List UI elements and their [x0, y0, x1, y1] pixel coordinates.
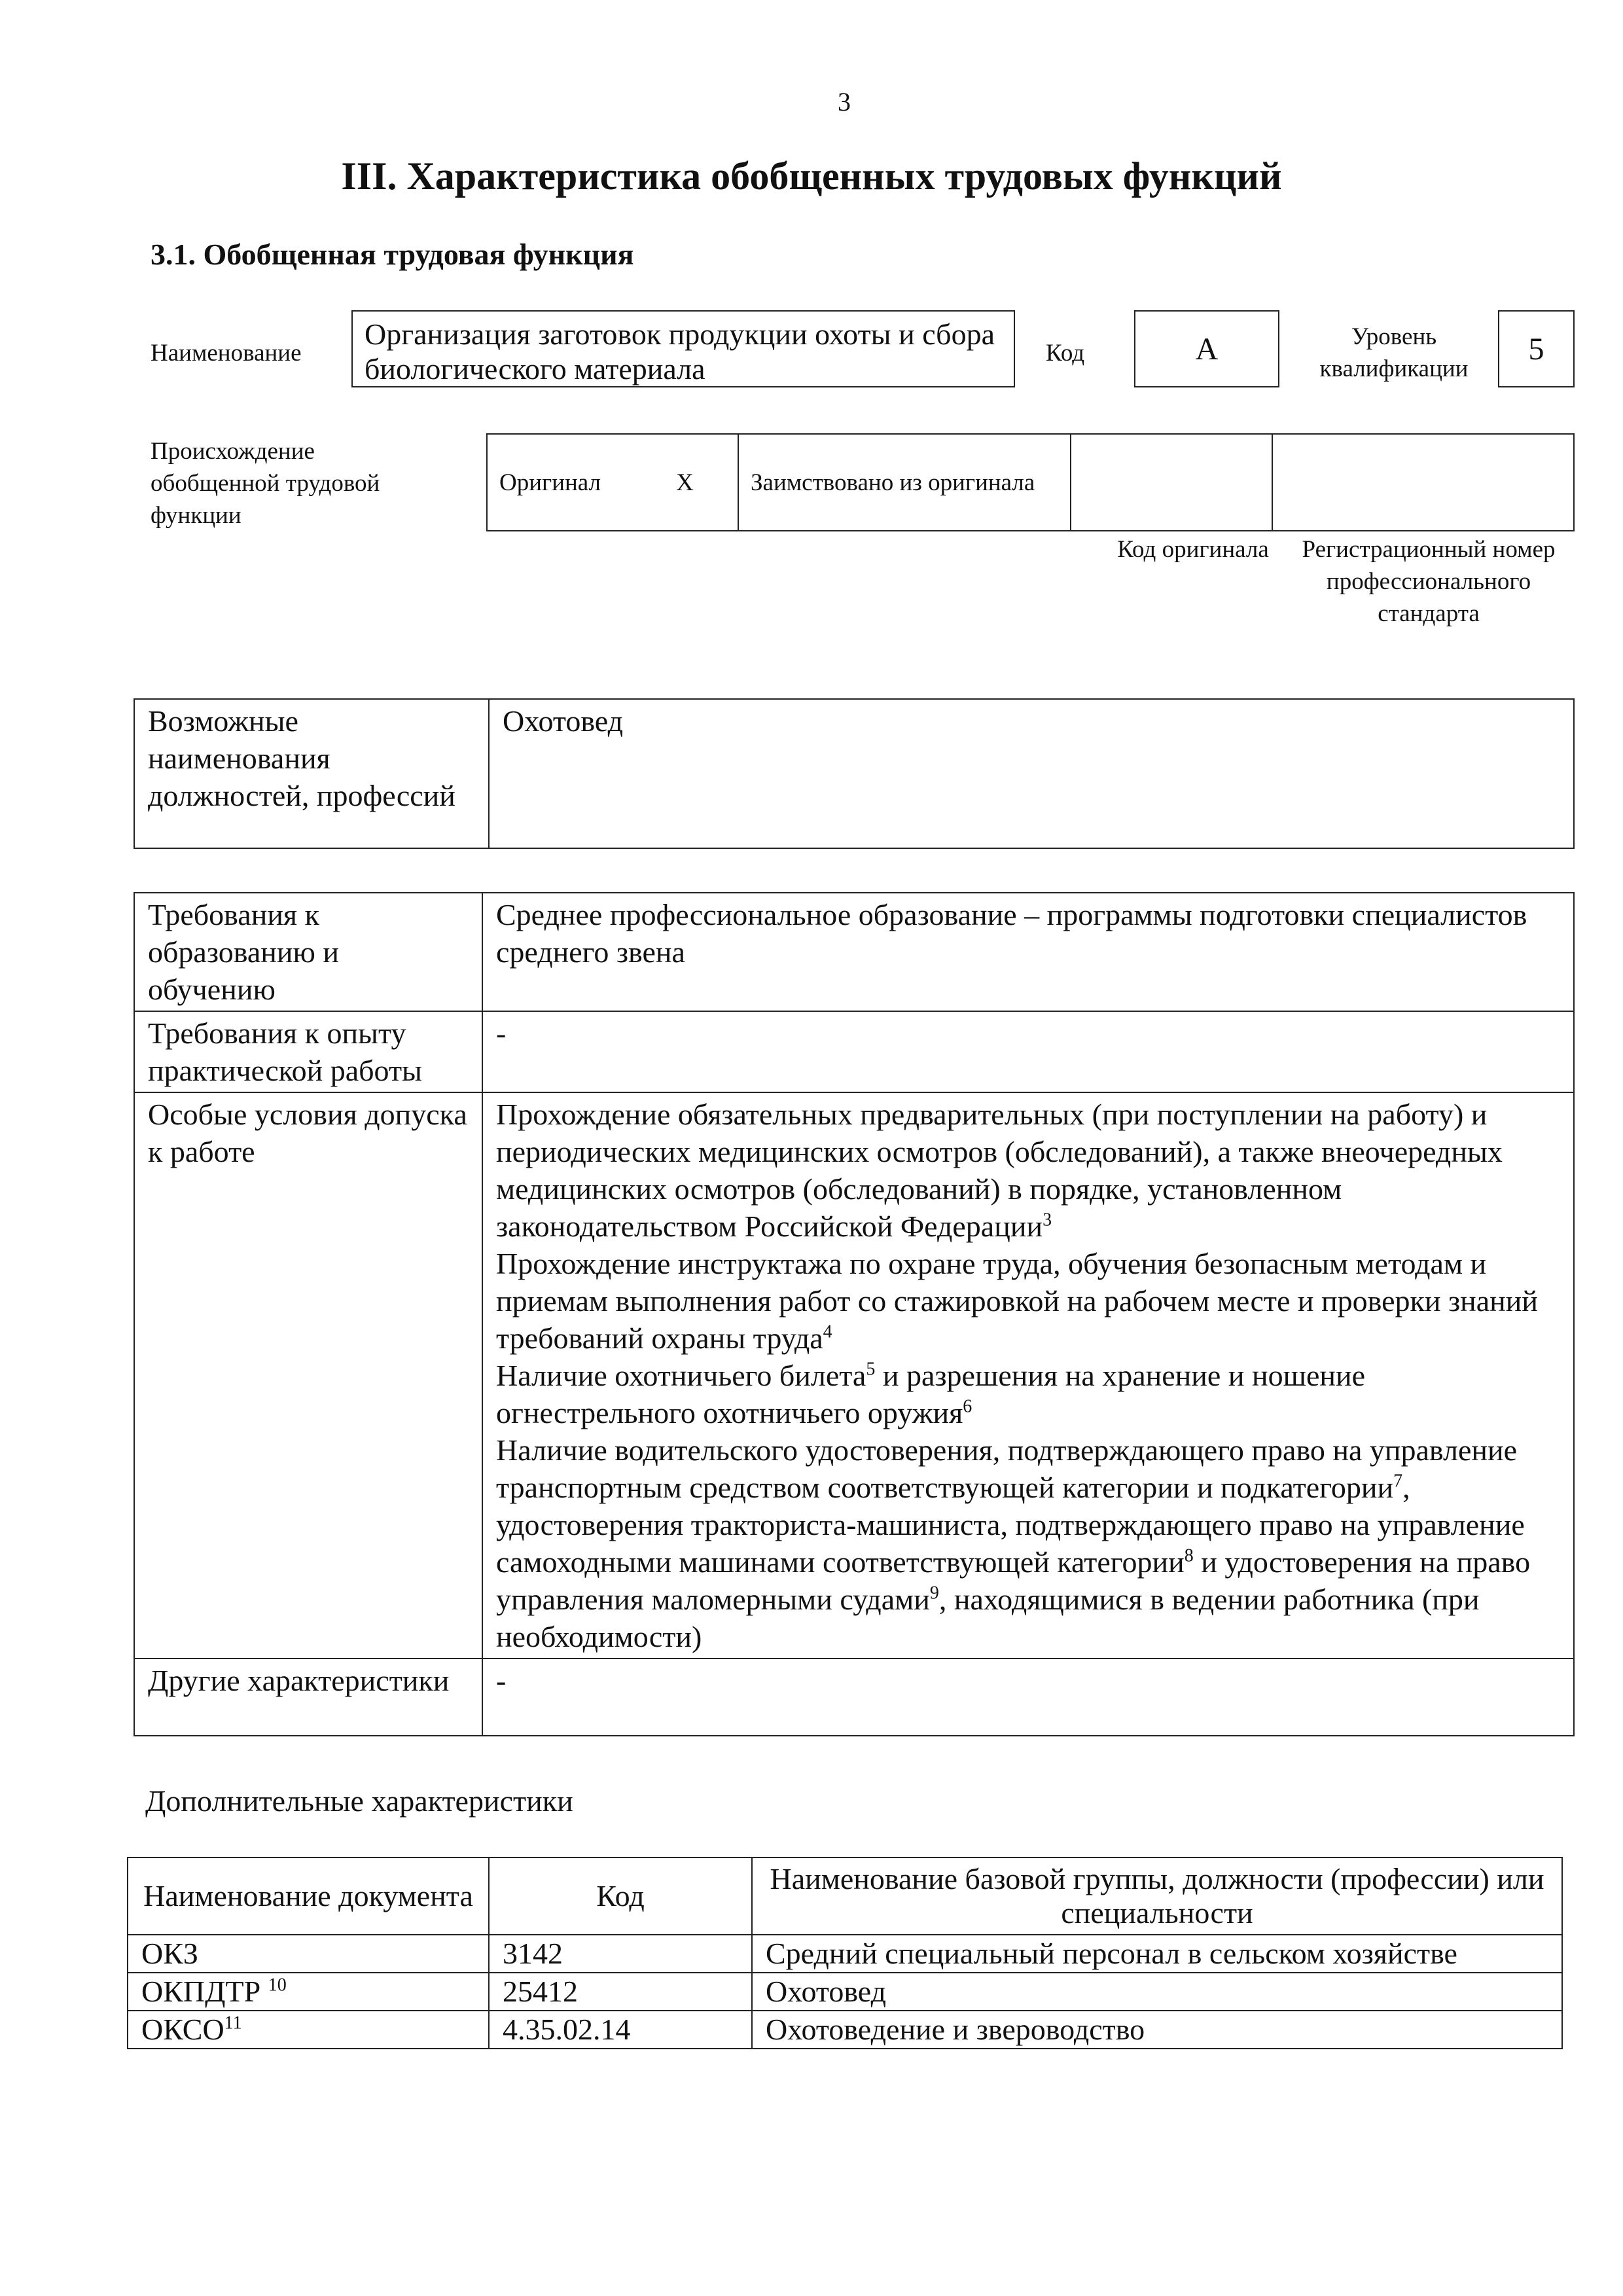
- requirements-table: [134, 892, 1575, 1736]
- special-conditions-value: [482, 1092, 1574, 1659]
- doc-cell: ОКСО$^{11}$: [128, 2011, 489, 2049]
- qualification-level-field: 5: [1498, 310, 1575, 387]
- footnote-ref: 8: [1184, 1545, 1194, 1566]
- positions-value: Охотовед: [489, 699, 1574, 848]
- special-paragraph: Наличие охотничьего билета$^5$ и разрешения на хранение и ношение огнестрельного охотничьего оружия$^6$: [496, 1359, 1366, 1429]
- code-cell: 3142: [489, 1935, 752, 1973]
- experience-value: -: [482, 1011, 1574, 1092]
- other-value: -: [482, 1659, 1574, 1736]
- name-cell: Охотоведение и звероводство: [752, 2011, 1562, 2049]
- table-row: [134, 1011, 1574, 1092]
- doc-cell: ОКПДТР $^{10}$: [128, 1973, 489, 2011]
- doc-cell: ОКЗ: [128, 1935, 489, 1973]
- code-label: Код: [1046, 340, 1085, 367]
- code-cell: 25412: [489, 1973, 752, 2011]
- footnote-ref: 11: [224, 2013, 242, 2034]
- other-label: Другие характеристики: [134, 1659, 482, 1736]
- table-row: [134, 1092, 1574, 1659]
- table-header-row: [128, 1857, 1562, 1935]
- footnote-ref: 5: [866, 1359, 876, 1380]
- special-paragraph: Прохождение инструктажа по охране труда, обучения безопасным методам и приемам выполнения работ со стажировкой на рабочем месте и проверки знаний требований охраны труда$^4$: [496, 1247, 1539, 1355]
- page-number: 3: [838, 87, 851, 117]
- function-name-field: Организация заготовок продукции охоты и сбора биологического материала: [351, 310, 1015, 387]
- special-paragraph: Наличие водительского удостоверения, подтверждающего право на управление транспортным средством соответствующей категории и подкатегории$^7$, удостоверения тракториста-машиниста, подтверждающего право на управление самоходными машинами соответствующей категории$^8$ и удостоверения на право управления маломерными судами$^9$, находящимися в ведении работника (при необходимости): [496, 1433, 1531, 1653]
- qualification-level-label: Уровень квалификации: [1319, 323, 1469, 382]
- special-paragraph: Прохождение обязательных предварительных (при поступлении на работу) и периодических медицинских осмотров (обследований), а также внеочередных медицинских осмотров (обследований) в порядке, установленном законодательством Российской Федерации$^3$: [496, 1098, 1503, 1243]
- origin-label: Происхождение обобщенной трудовой функции: [151, 438, 380, 529]
- code-cell: 4.35.02.14: [489, 2011, 752, 2049]
- column-header: Наименование документа: [128, 1857, 489, 1935]
- origin-table: [486, 433, 1575, 531]
- footnote-ref: 4: [823, 1321, 832, 1342]
- page-title: III. Характеристика обобщенных трудовых функций: [341, 154, 1282, 198]
- registration-number-cell: [1272, 434, 1574, 531]
- table-row: [134, 1659, 1574, 1736]
- additional-title: Дополнительные характеристики: [145, 1784, 573, 1818]
- positions-label: Возможные наименования должностей, профессий: [134, 699, 489, 848]
- table-row: [134, 893, 1574, 1011]
- experience-label: Требования к опыту практической работы: [134, 1011, 482, 1092]
- name-label: Наименование: [151, 340, 302, 367]
- column-header: Наименование базовой группы, должности (профессии) или специальности: [752, 1857, 1562, 1935]
- table-row: [128, 1935, 1562, 1973]
- function-code-field: А: [1134, 310, 1279, 387]
- original-code-cell: [1071, 434, 1272, 531]
- footnote-ref: 9: [929, 1583, 939, 1604]
- name-cell: Охотовед: [752, 1973, 1562, 2011]
- borrowed-label: Заимствовано из оригинала: [738, 434, 1071, 531]
- registration-number-caption: Регистрационный номер профессионального стандарта: [1302, 536, 1556, 627]
- original-mark: Х: [632, 434, 738, 531]
- table-row: [128, 1973, 1562, 2011]
- name-cell: Средний специальный персонал в сельском хозяйстве: [752, 1935, 1562, 1973]
- section-title: 3.1. Обобщенная трудовая функция: [151, 238, 634, 271]
- special-conditions-label: Особые условия допуска к работе: [134, 1092, 482, 1659]
- table-row: [128, 2011, 1562, 2049]
- additional-table: [127, 1857, 1563, 2049]
- education-value: Среднее профессиональное образование – программы подготовки специалистов среднего звена: [482, 893, 1574, 1011]
- positions-table: [134, 698, 1575, 849]
- column-header: Код: [489, 1857, 752, 1935]
- footnote-ref: 6: [963, 1396, 972, 1417]
- education-label: Требования к образованию и обучению: [134, 893, 482, 1011]
- original-label: Оригинал: [487, 434, 632, 531]
- footnote-ref: 10: [268, 1975, 287, 1996]
- footnote-ref: 7: [1393, 1471, 1403, 1492]
- footnote-ref: 3: [1043, 1210, 1052, 1230]
- original-code-caption: Код оригинала: [1117, 536, 1269, 563]
